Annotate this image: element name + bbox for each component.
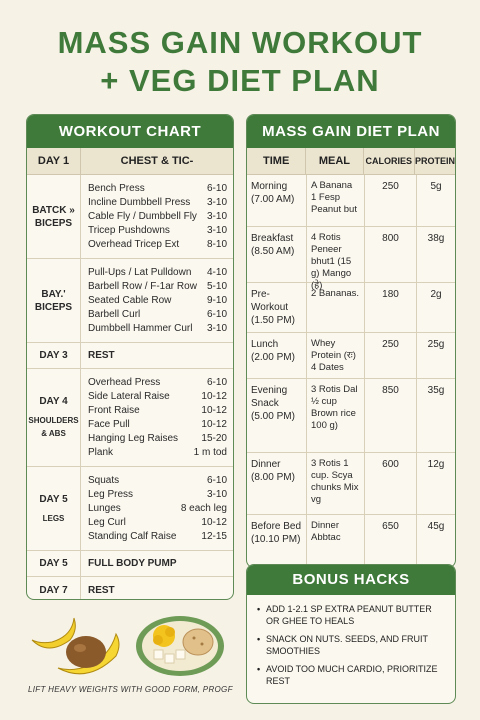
exercise-reps: 10-12 (201, 418, 227, 430)
workout-day-exercises (81, 551, 233, 576)
workout-day-name: BAY.' BICEPS (34, 288, 73, 313)
exercise-name: Side Lateral Raise (88, 390, 170, 402)
chikoo-fruit-icon (66, 636, 106, 668)
bonus-hack-item (257, 663, 447, 687)
bullet-icon: • (257, 604, 261, 614)
meal-items: 3 Rotis 1 cup. Scya chunks Mix vg (307, 453, 365, 514)
exercise-name: Squats (88, 474, 120, 486)
exercise-name: Dumbbell Hammer Curl (88, 322, 193, 334)
meal-items: A Banana 1 Fesp Peanut but (307, 175, 365, 226)
workout-day-focus: LEGS (42, 513, 65, 523)
exercise-reps: 6-10 (206, 308, 227, 320)
exercise-item (88, 280, 227, 294)
exercise-reps: 12-15 (201, 530, 227, 542)
meal-row (247, 283, 455, 333)
meal-protein: 5g (430, 181, 442, 192)
diet-column-header (247, 148, 455, 175)
diet-col-meal: MEAL (306, 148, 363, 174)
bonus-hacks-card (246, 564, 456, 704)
meal-protein: 12g (427, 459, 445, 470)
diet-col-calories: CALORIES (364, 148, 415, 174)
meal-calories: 250 (365, 175, 417, 226)
meal-items: 2 Bananas. (307, 283, 365, 332)
exercise-reps: 10-12 (201, 516, 227, 528)
meal-time: Dinner (8.00 PM) (247, 453, 307, 514)
exercise-name: Leg Press (88, 488, 134, 500)
workout-day-label (27, 551, 81, 576)
diet-col-time: TIME (247, 148, 306, 174)
meal-time: Evening Snack (5.00 PM) (247, 379, 307, 452)
exercise-reps: 3-10 (206, 488, 227, 500)
exercise-name: Incline Dumbbell Press (88, 196, 191, 208)
workout-day-exercises (81, 175, 233, 258)
exercise-reps: 3-10 (206, 322, 227, 334)
workout-day-activity: REST (88, 350, 115, 361)
diet-plan-heading: MASS GAIN DIET PLAN (247, 115, 455, 148)
workout-day-row (27, 551, 233, 577)
workout-day-label (27, 577, 81, 600)
meal-time: Morning (7.00 AM) (247, 175, 307, 226)
workout-chart-card (26, 114, 234, 600)
meal-row (247, 333, 455, 379)
workout-day-row (27, 259, 233, 343)
exercise-item (88, 432, 227, 446)
exercise-reps: 3-10 (206, 224, 227, 236)
meal-calories: 180 (365, 283, 417, 332)
bonus-hack-text: ADD 1-2.1 SP EXTRA PEANUT BUTTER OR GHEE TO HEALS (266, 604, 432, 626)
exercise-item (88, 182, 227, 196)
workout-day-row (27, 369, 233, 467)
workout-day-exercises (81, 343, 233, 368)
workout-column-header (27, 148, 233, 175)
workout-col-focus: CHEST & TIC‐ (120, 155, 194, 167)
meal-row (247, 379, 455, 453)
exercise-name: Seated Cable Row (88, 294, 172, 306)
workout-day-activity: FULL BODY PUMP (88, 558, 177, 569)
workout-rows (27, 175, 233, 600)
bullet-icon: • (257, 664, 261, 674)
exercise-reps: 6-10 (206, 182, 227, 194)
workout-day-name: DAY 5 (39, 493, 68, 505)
bonus-hacks-heading: BONUS HACKS (247, 565, 455, 595)
meal-time: Breakfast (8.50 AM) (247, 227, 307, 282)
exercise-item (88, 376, 227, 390)
meal-row (247, 453, 455, 515)
meal-time: Lunch (2.00 PM) (247, 333, 307, 378)
workout-day-exercises (81, 467, 233, 550)
meal-row (247, 175, 455, 227)
plate-icon (136, 616, 224, 676)
meal-items: Dinner Abbtac (307, 515, 365, 568)
meal-calories: 850 (365, 379, 417, 452)
exercise-name: Face Pull (88, 418, 130, 430)
meal-calories: 650 (365, 515, 417, 568)
exercise-item (88, 474, 227, 488)
exercise-item (88, 516, 227, 530)
footer-tagline: LIFT HEAVY WEIGHTS WITH GOOD FORM, PROGF (28, 685, 233, 694)
bonus-hack-text: SNACK ON NUTS. SEEDS, AND FRUIT SMOOTHIES (266, 634, 428, 656)
exercise-item (88, 238, 227, 252)
exercise-reps: 6-10 (206, 376, 227, 388)
meal-time: Before Bed (10.10 PM) (247, 515, 307, 568)
diet-plan-card (246, 114, 456, 568)
exercise-name: Barbell Row / F-1ar Row (88, 280, 197, 292)
exercise-item (88, 446, 227, 460)
exercise-name: Hanging Leg Raises (88, 432, 179, 444)
exercise-reps: 3-10 (206, 210, 227, 222)
meal-calories: 800 (365, 227, 417, 282)
meal-row (247, 515, 455, 568)
meal-protein: 45g (427, 521, 445, 532)
exercise-item (88, 308, 227, 322)
exercise-name: Overhead Press (88, 376, 161, 388)
bonus-hack-item (257, 603, 447, 627)
meal-items: 4 Rotis Peneer bhut1 (15 g) Mango (हे) (307, 227, 365, 282)
exercise-name: Leg Curl (88, 516, 126, 528)
title-line-2: + VEG DIET PLAN (100, 63, 380, 98)
exercise-reps: 8 each leg (180, 502, 227, 514)
exercise-name: Barbell Curl (88, 308, 141, 320)
exercise-reps: 3-10 (206, 196, 227, 208)
bonus-hack-item (257, 633, 447, 657)
exercise-reps: 5-10 (206, 280, 227, 292)
workout-chart-heading: WORKOUT CHART (27, 115, 233, 148)
bullet-icon: • (257, 634, 261, 644)
meal-protein: 38g (427, 233, 445, 244)
workout-day-exercises (81, 259, 233, 342)
exercise-reps: 15-20 (201, 432, 227, 444)
meal-calories: 250 (365, 333, 417, 378)
exercise-item (88, 404, 227, 418)
exercise-name: Lunges (88, 502, 121, 514)
title-line-1: MASS GAIN WORKOUT (57, 25, 423, 60)
exercise-item (88, 322, 227, 336)
exercise-name: Standing Calf Raise (88, 530, 177, 542)
meal-protein: 2g (430, 289, 442, 300)
exercise-name: Pull-Ups / Lat Pulldown (88, 266, 192, 278)
workout-day-name: DAY 5 (39, 558, 68, 569)
bonus-hacks-list (247, 595, 455, 687)
workout-day-exercises (81, 369, 233, 466)
exercise-name: Overhead Tricep Ext (88, 238, 180, 250)
diet-col-protein: PROTEIN (414, 156, 455, 166)
workout-day-name: BATCK » BICEPS (32, 204, 75, 229)
page-title (0, 24, 480, 100)
workout-day-row (27, 577, 233, 600)
exercise-item (88, 502, 227, 516)
workout-col-day: DAY 1 (27, 148, 81, 174)
workout-day-name: DAY 7 (39, 584, 68, 596)
workout-day-focus: SHOULDERS & ABS (28, 416, 79, 438)
exercise-name: Plank (88, 446, 114, 458)
exercise-item (88, 266, 227, 280)
workout-day-row (27, 467, 233, 551)
workout-day-label (27, 175, 81, 258)
exercise-item (88, 294, 227, 308)
meal-calories: 600 (365, 453, 417, 514)
exercise-reps: 10-12 (201, 390, 227, 402)
exercise-item (88, 224, 227, 238)
exercise-reps: 1 m tod (193, 446, 227, 458)
workout-day-label (27, 467, 81, 550)
workout-day-label (27, 343, 81, 368)
exercise-item (88, 530, 227, 544)
meal-items: 3 Rotis Dal ½ cup Brown rice 100 g) (307, 379, 365, 452)
workout-day-label (27, 259, 81, 342)
meal-protein: 25g (427, 339, 445, 350)
workout-day-row (27, 343, 233, 369)
workout-day-name: DAY 3 (39, 350, 68, 361)
exercise-name: Bench Press (88, 182, 145, 194)
exercise-item (88, 488, 227, 502)
meal-protein: 35g (427, 385, 445, 396)
workout-day-activity: REST (88, 584, 115, 596)
exercise-name: Cable Fly / Dumbbell Fly (88, 210, 197, 222)
exercise-name: Front Raise (88, 404, 140, 416)
exercise-reps: 10-12 (201, 404, 227, 416)
meal-row (247, 227, 455, 291)
workout-day-row (27, 175, 233, 259)
exercise-reps: 8-10 (206, 238, 227, 250)
meal-time: Pre-Workout (1.50 PM) (247, 283, 307, 332)
workout-day-label (27, 369, 81, 466)
exercise-item (88, 196, 227, 210)
workout-day-name: DAY 4 (39, 396, 68, 407)
exercise-item (88, 390, 227, 404)
exercise-name: Tricep Pushdowns (88, 224, 170, 236)
exercise-reps: 4-10 (206, 266, 227, 278)
exercise-reps: 9-10 (206, 294, 227, 306)
workout-day-exercises (81, 577, 233, 600)
diet-rows (247, 175, 455, 568)
exercise-item (88, 418, 227, 432)
bonus-hack-text: AVOID TOO MUCH CARDIO, PRIORITIZE REST (266, 664, 438, 686)
meal-items: Whey Protein (रः) 4 Dates (307, 333, 365, 378)
food-illustration (28, 610, 228, 682)
exercise-item (88, 210, 227, 224)
exercise-reps: 6-10 (206, 474, 227, 486)
